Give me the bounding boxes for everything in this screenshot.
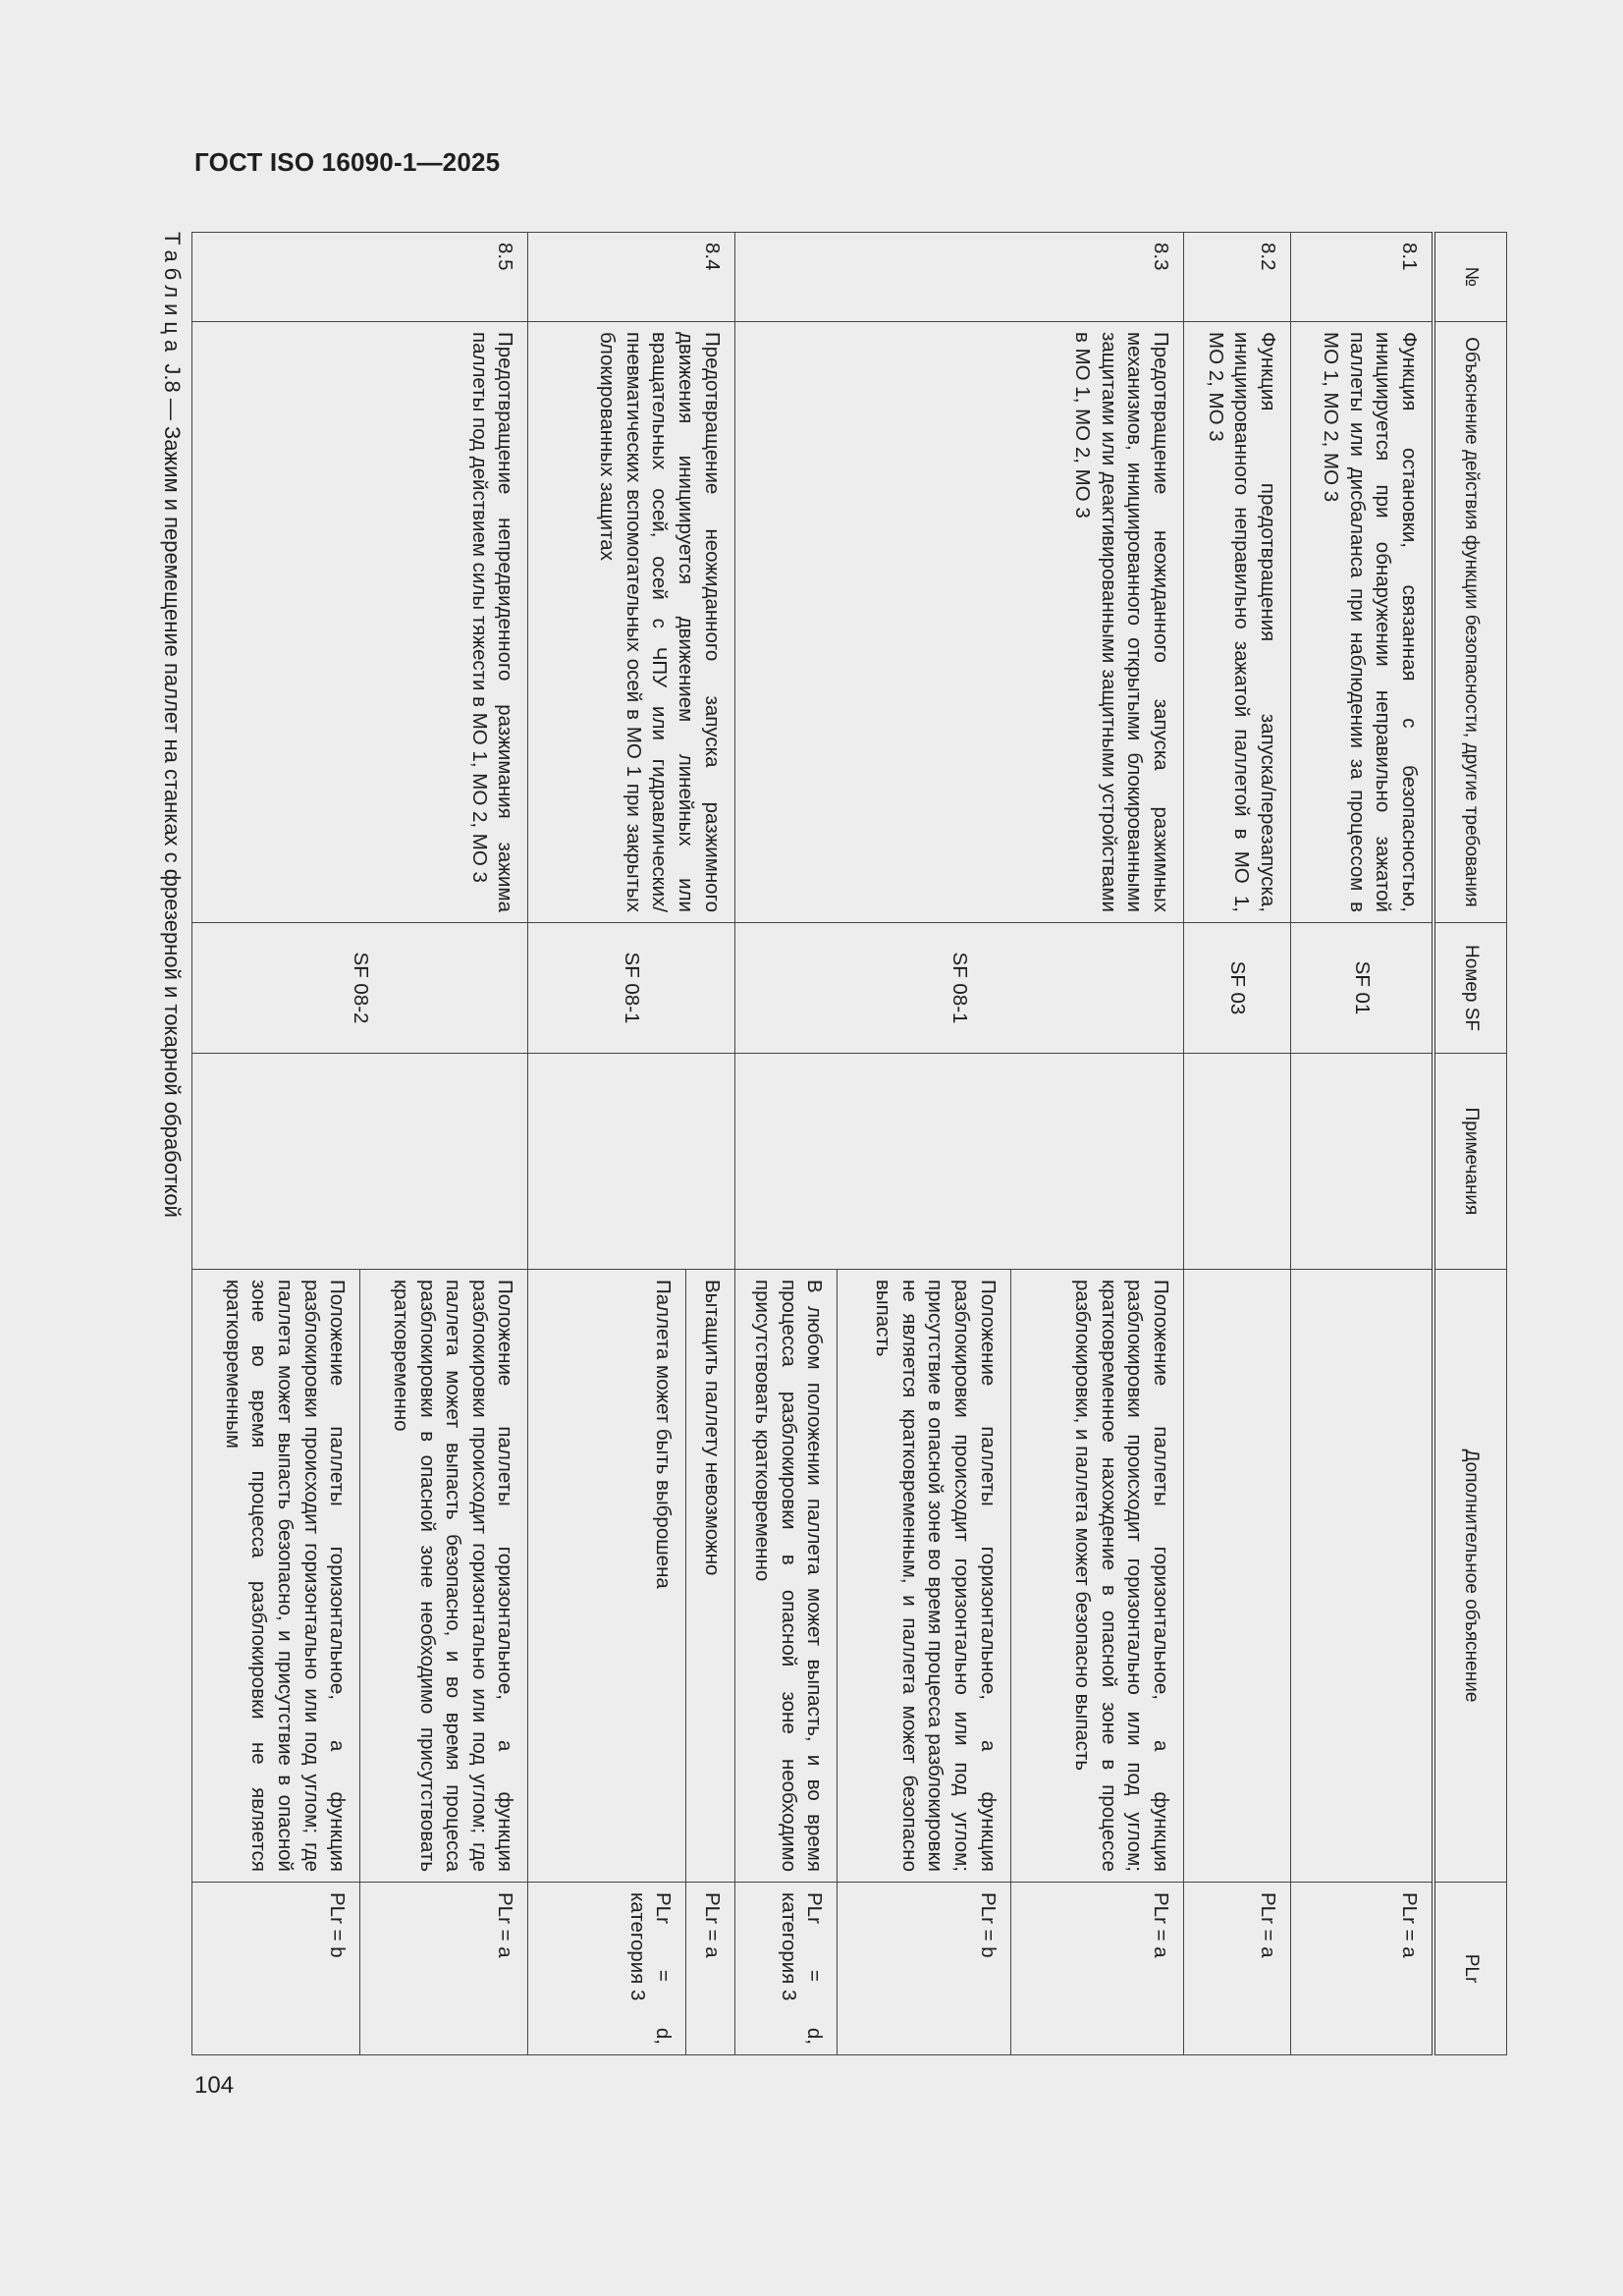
- table-row: [686, 233, 734, 2055]
- row-additional: Положение паллеты горизонтальное, а функция разблокировки происходит горизонтально или под углом; кратковременное нахождение в опасной зоне в процессе разблокировки, и паллета может безопасно выпасть: [1010, 1270, 1183, 1883]
- caption-text: J.8 — Зажим и перемещение паллет на станках с фрезерной и токарной обработкой: [160, 363, 185, 1218]
- row-number: 8.2: [1184, 233, 1291, 322]
- row-notes: [1184, 1054, 1291, 1270]
- row-plr: PLr = d, категория 3: [734, 1883, 838, 2055]
- row-additional: [1291, 1270, 1434, 1883]
- header-no: №: [1434, 233, 1507, 322]
- caption-prefix: Таблица: [160, 232, 185, 358]
- row-sf: SF 03: [1184, 923, 1291, 1054]
- row-sf: SF 01: [1291, 923, 1434, 1054]
- header-explanation: Объяснение действия функции безопасности, другие требования: [1434, 322, 1507, 923]
- row-plr: PLr = b: [192, 1883, 360, 2055]
- row-explanation: Функция остановки, связанная с безопасностью, инициируется при обнаружении неправильно зажатой паллеты или дисбаланса при наблюдении за процессом в МО 1, МО 2, МО 3: [1291, 322, 1434, 923]
- row-additional: Положение паллеты горизонтальное, а функция разблокировки происходит горизонтально или под углом; присутствие в опасной зоне во время процесса разблокировки не является кратковременным, и паллета может безопасно выпасть: [838, 1270, 1010, 1883]
- row-additional: Положение паллеты горизонтальное, а функция разблокировки происходит горизонтально или под углом; где паллета может выпасть безопасно, и во время процесса разблокировки в опасной зоне необходимо присутствовать кратковременно: [360, 1270, 528, 1883]
- row-notes: [192, 1054, 528, 1270]
- row-plr: PLr = d, категория 3: [528, 1883, 686, 2055]
- row-additional: [1184, 1270, 1291, 1883]
- row-plr: PLr = a: [1291, 1883, 1434, 2055]
- header-sf: Номер SF: [1434, 923, 1507, 1054]
- row-notes: [528, 1054, 734, 1270]
- row-explanation: Предотвращение неожиданного запуска разжимного движения инициируется движением линейных или вращательных осей, осей с ЧПУ или гидравлических/пневматических вспомогательных осей в МО 1 при закрытых блокированных защитах: [528, 322, 734, 923]
- row-additional: Положение паллеты горизонтальное, а функция разблокировки происходит горизонтально или под углом; где паллета может выпасть безопасно, и присутствие в опасной зоне во время процесса разблокировки не является кратковременным: [192, 1270, 360, 1883]
- table-row: [1291, 233, 1434, 2055]
- row-plr: PLr = a: [1010, 1883, 1183, 2055]
- row-additional: Паллета может быть выброшена: [528, 1270, 686, 1883]
- row-plr: PLr = a: [686, 1883, 734, 2055]
- table-caption: [159, 232, 185, 1218]
- row-sf: SF 08-1: [528, 923, 734, 1054]
- row-additional: В любом положении паллета может выпасть, и во время процесса разблокировки в опасной зоне необходимо присутствовать кратковременно: [734, 1270, 838, 1883]
- table-row: [360, 233, 528, 2055]
- row-plr: PLr = a: [1184, 1883, 1291, 2055]
- table-row: [1010, 233, 1183, 2055]
- row-number: 8.4: [528, 233, 734, 322]
- page-number: 104: [194, 2072, 235, 2099]
- row-notes: [1291, 1054, 1434, 1270]
- table-row: [1184, 233, 1291, 2055]
- row-explanation: Функция предотвращения запуска/перезапуска, инициированного неправильно зажатой паллетой в МО 1, МО 2, МО 3: [1184, 322, 1291, 923]
- header-plr: PLr: [1434, 1883, 1507, 2055]
- row-plr: PLr = b: [838, 1883, 1010, 2055]
- row-notes: [734, 1054, 1183, 1270]
- document-header: ГОСТ ISO 16090-1—2025: [194, 147, 501, 177]
- row-explanation: Предотвращение непредвиденного разжимания зажима паллеты под действием силы тяжести в МО 1, МО 2, МО 3: [192, 322, 528, 923]
- row-number: 8.5: [192, 233, 528, 322]
- rotated-table-area: [160, 232, 1507, 2054]
- row-sf: SF 08-2: [192, 923, 528, 1054]
- row-additional: Вытащить паллету невозможно: [686, 1270, 734, 1883]
- table-header-row: [1434, 233, 1507, 2055]
- row-sf: SF 08-1: [734, 923, 1183, 1054]
- row-number: 8.1: [1291, 233, 1434, 322]
- table-j8: [191, 232, 1507, 2055]
- header-additional: Дополнительное объяснение: [1434, 1270, 1507, 1883]
- header-notes: Примечания: [1434, 1054, 1507, 1270]
- row-plr: PLr = a: [360, 1883, 528, 2055]
- row-explanation: Предотвращение неожиданного запуска разжимных механизмов, инициированного открытыми блокированными защитами или деактивированными защитными устройствами в МО 1, МО 2, МО 3: [734, 322, 1183, 923]
- row-number: 8.3: [734, 233, 1183, 322]
